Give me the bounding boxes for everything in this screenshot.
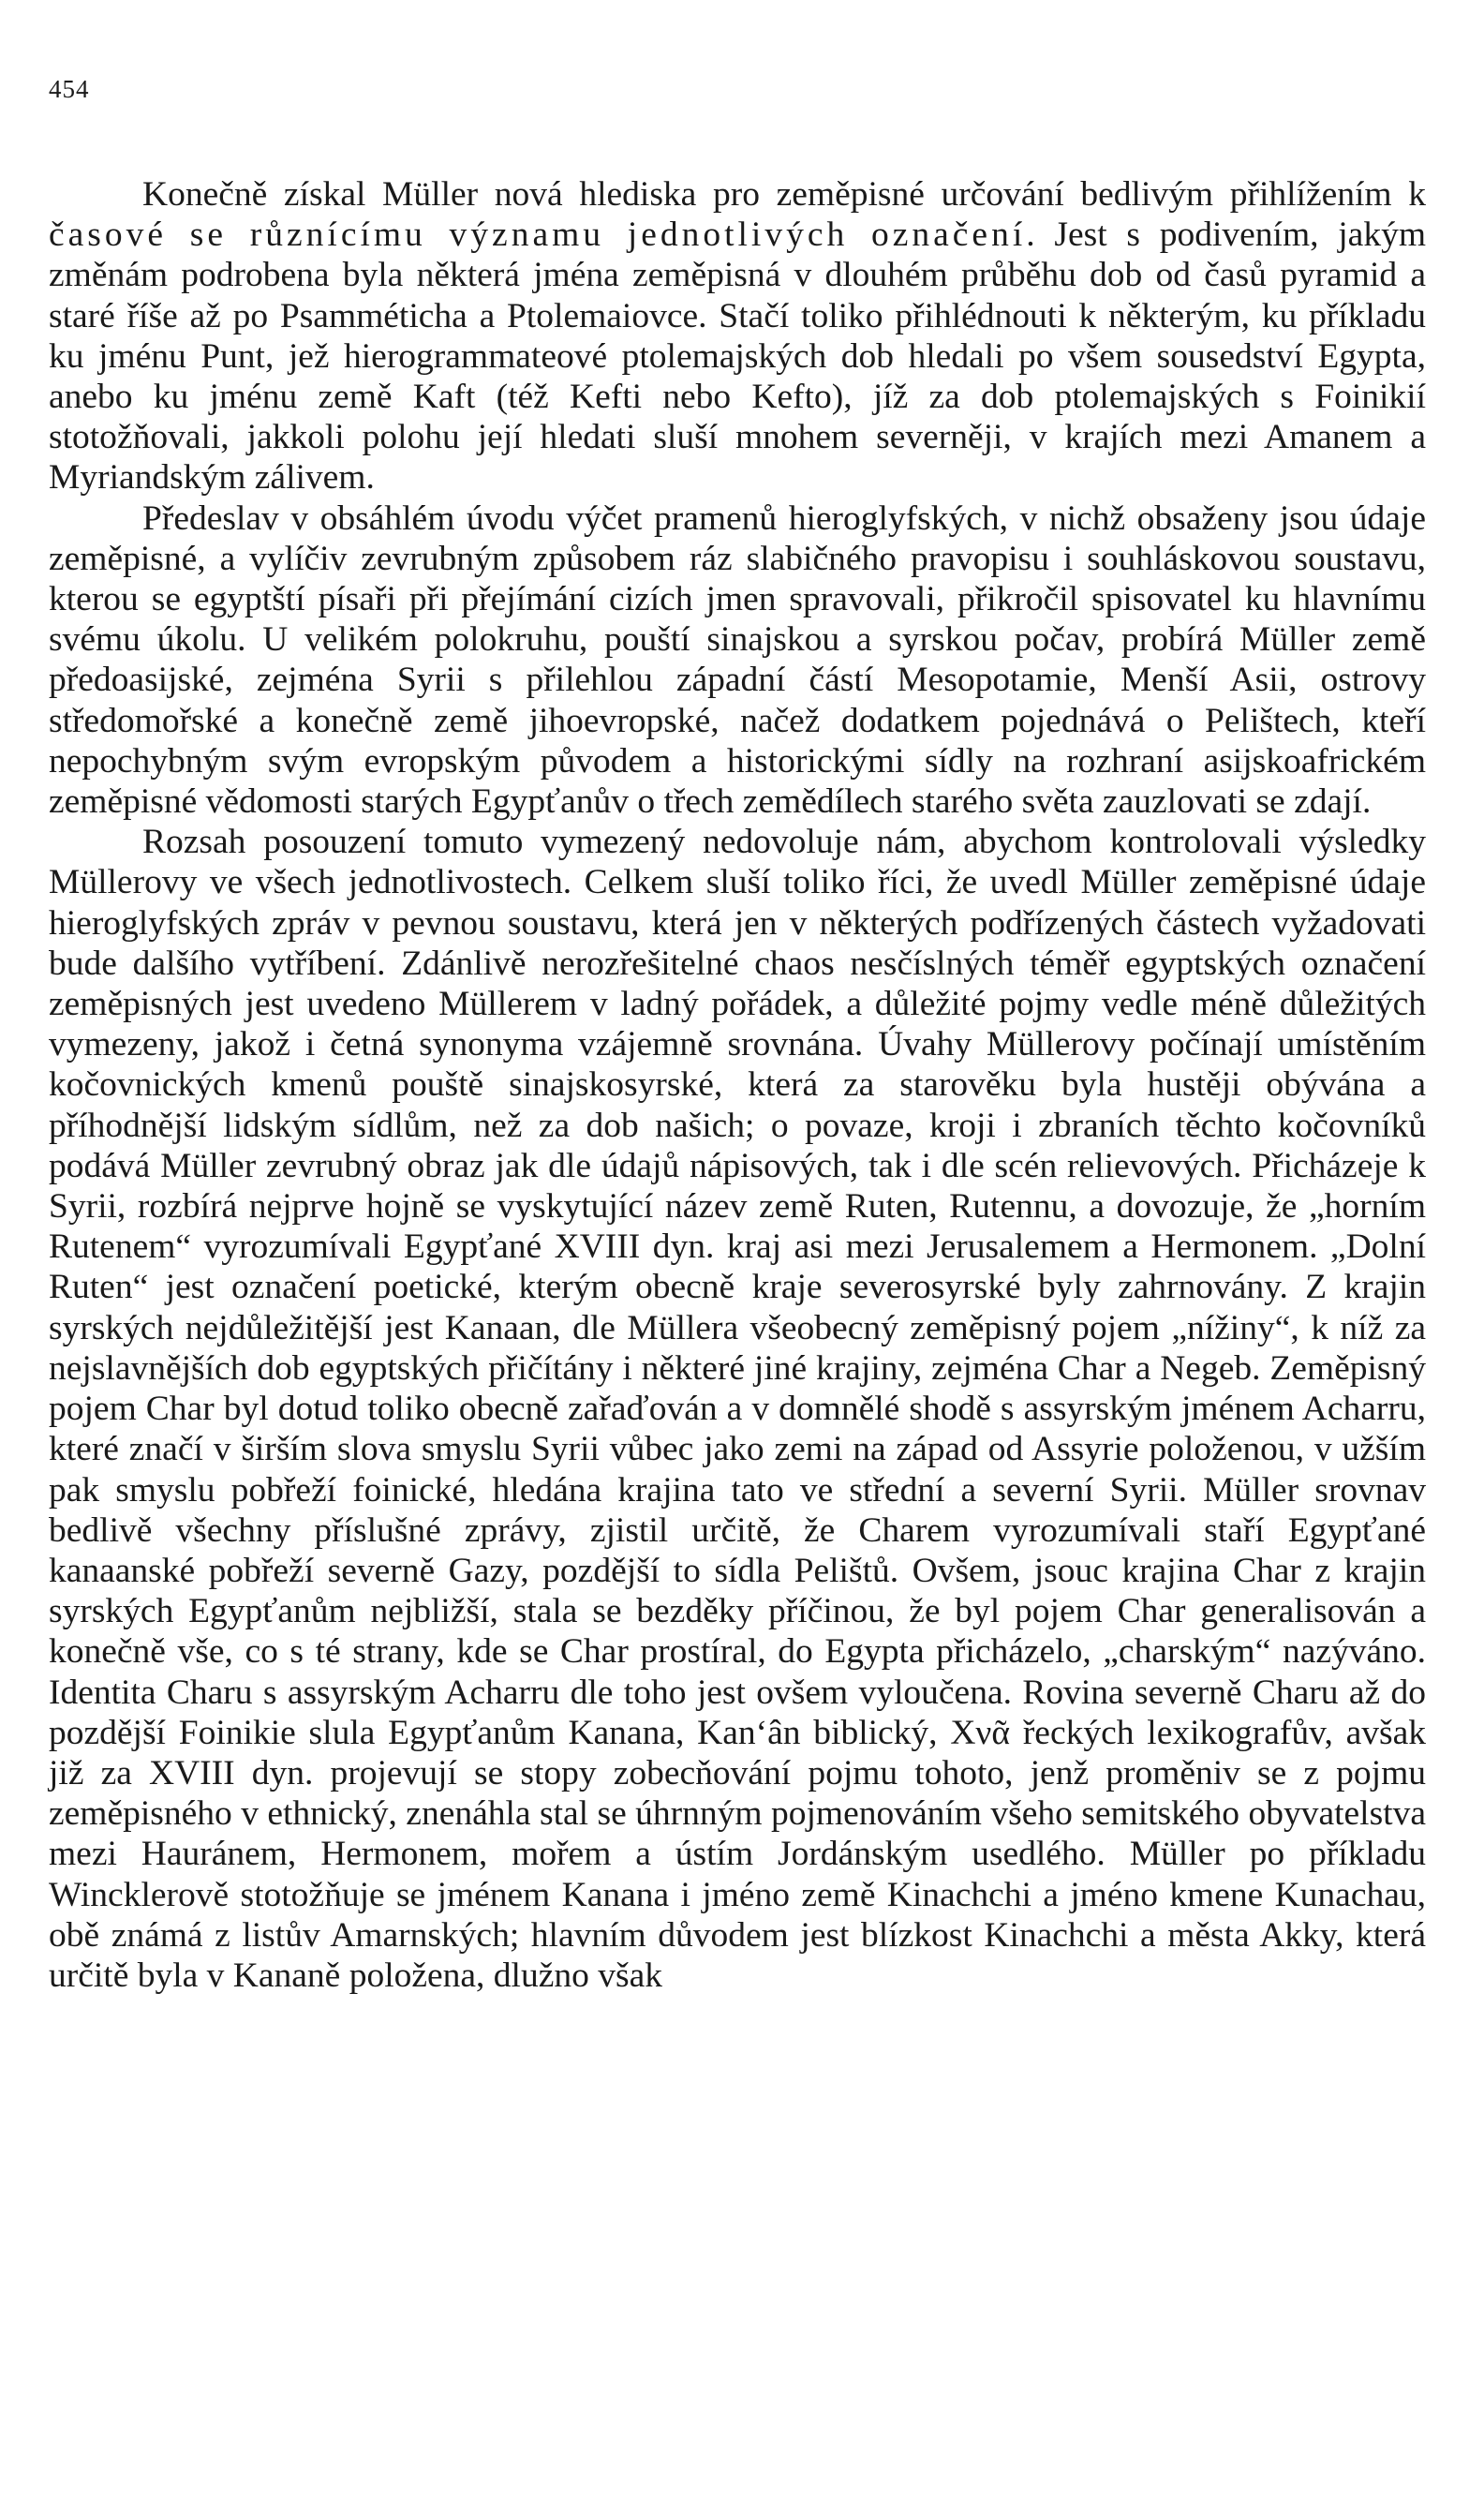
- page-number: 454: [49, 75, 90, 103]
- paragraph-3: Rozsah posouzení tomuto vymezený nedovoluje nám, abychom kontrolovali výsledky Müllerovy ve všech jednotlivostech. Celkem sluší toliko říci, že uvedl Müller zeměpisné údaje hieroglyfských zpráv v pevnou soustavu, která jen v některých podřízených částech vyžadovati bude dalšího vytříbení. Zdánlivě nerozřešitelné chaos nesčíslných téměř egyptských označení zeměpisných jest uvedeno Müllerem v ladný pořádek, a důležité pojmy vedle méně důležitých vymezeny, jakož i četná synonyma vzájemně srovnána. Úvahy Müllerovy počínají umístěním kočovnických kmenů pouště sinajskosyrské, která za starověku byla hustěji obývána a příhodnější lidským sídlům, než za dob našich; o povaze, kroji i zbraních těchto kočovníků podává Müller zevrubný obraz jak dle údajů nápisových, tak i dle scén relievových. Přicházeje k Syrii, rozbírá nejprve hojně se vyskytující název země Ruten, Rutennu, a dovozuje, že „horním Rutenem“ vyrozumívali Egypťané XVIII dyn. kraj asi mezi Jerusalemem a Hermonem. „Dolní Ruten“ jest označení poetické, kterým obecně kraje severosyrské byly zahrnovány. Z krajin syrských nejdůležitější jest Kanaan, dle Müllera všeobecný zeměpisný pojem „nížiny“, k níž za nejslavnějších dob egyptských přičítány i některé jiné krajiny, zejména Char a Negeb. Zeměpisný pojem Char byl dotud toliko obecně zařaďován a v domnělé shodě s assyrským jménem Acharru, které značí v širším slova smyslu Syrii vůbec jako zemi na západ od Assyrie položenou, v užším pak smyslu pobřeží foinické, hledána krajina tato ve střední a severní Syrii. Müller srovnav bedlivě všechny příslušné zprávy, zjistil určitě, že Charem vyrozumívali staří Egypťané kanaanské pobřeží severně Gazy, pozdější to sídla Pelištů. Ovšem, jsouc krajina Char z krajin syrských Egypťanům nejbližší, stala se bezděky příčinou, že byl pojem Char generalisován a konečně vše, co s té strany, kde se Char prostíral, do Egypta přicházelo, „charským“ nazýváno. Identita Charu s assyrským Acharru dle toho jest ovšem vyloučena. Rovina severně Charu až do pozdější Foinikie slula Egypťanům Kanana, Kan‘ân biblický, Χνᾶ řeckých lexikografův, avšak již za XVIII dyn. projevují se stopy zobecňování pojmu tohoto, jenž proměniv se z pojmu zeměpisného v ethnický, znenáhla stal se úhrnným pojmenováním všeho semitského obyvatelstva mezi Hauránem, Hermonem, mořem a ústím Jordánským usedlého. Müller po příkladu Wincklerově stotožňuje se jménem Kanana i jméno země Kinachchi a jméno kmene Kunachau, obě známá z listův Amarnských; hlavním důvodem jest blízkost Kinachchi a města Akky, která určitě byla v Kananě položena, dlužno však: [49, 823, 1426, 1995]
- paragraph-1-intro: Konečně získal Müller nová hlediska pro zeměpisné určování bedlivým přihlížením k: [142, 175, 1426, 214]
- paragraph-1-spaced-emphasis: časové se různícímu významu jednotlivých označení: [49, 216, 1027, 255]
- body-text: [49, 174, 1426, 1996]
- paragraph-1-rest: . Jest s podivením, jakým změnám podrobena byla některá jména zeměpisná v dlouhém průběhu dob od časů pyramid a staré říše až po Psamméticha a Ptolemaiovce. Stačí toliko přihlédnouti k některým, ku příkladu ku jménu Punt, jež hierogrammateové ptolemajských dob hledali po všem sousedství Egypta, anebo ku jménu země Kaft (též Kefti nebo Kefto), jíž za dob ptolemajských s Foinikií stotožňovali, jakkoli polohu její hledati sluší mnohem severněji, v krajích mezi Amanem a Myriandským zálivem.: [49, 216, 1426, 498]
- paragraph-2: Předeslav v obsáhlém úvodu výčet pramenů hieroglyfských, v nichž obsaženy jsou údaje zeměpisné, a vylíčiv zevrubným způsobem ráz slabičného pravopisu i souhláskovou soustavu, kterou se egyptští písaři při přejímání cizích jmen spravovali, přikročil spisovatel ku hlavnímu svému úkolu. U velikém polokruhu, pouští sinajskou a syrskou počav, probírá Müller země předoasijské, zejména Syrii s přilehlou západní částí Mesopotamie, Menší Asii, ostrovy středomořské a konečně země jihoevropské, načež dodatkem pojednává o Pelištech, kteří nepochybným svým evropským původem a historickými sídly na rozhraní asijskoafrickém zeměpisné vědomosti starých Egypťanův o třech zemědílech starého světa zauzlovati se zdají.: [49, 498, 1426, 822]
- paragraph-1: [49, 174, 1426, 498]
